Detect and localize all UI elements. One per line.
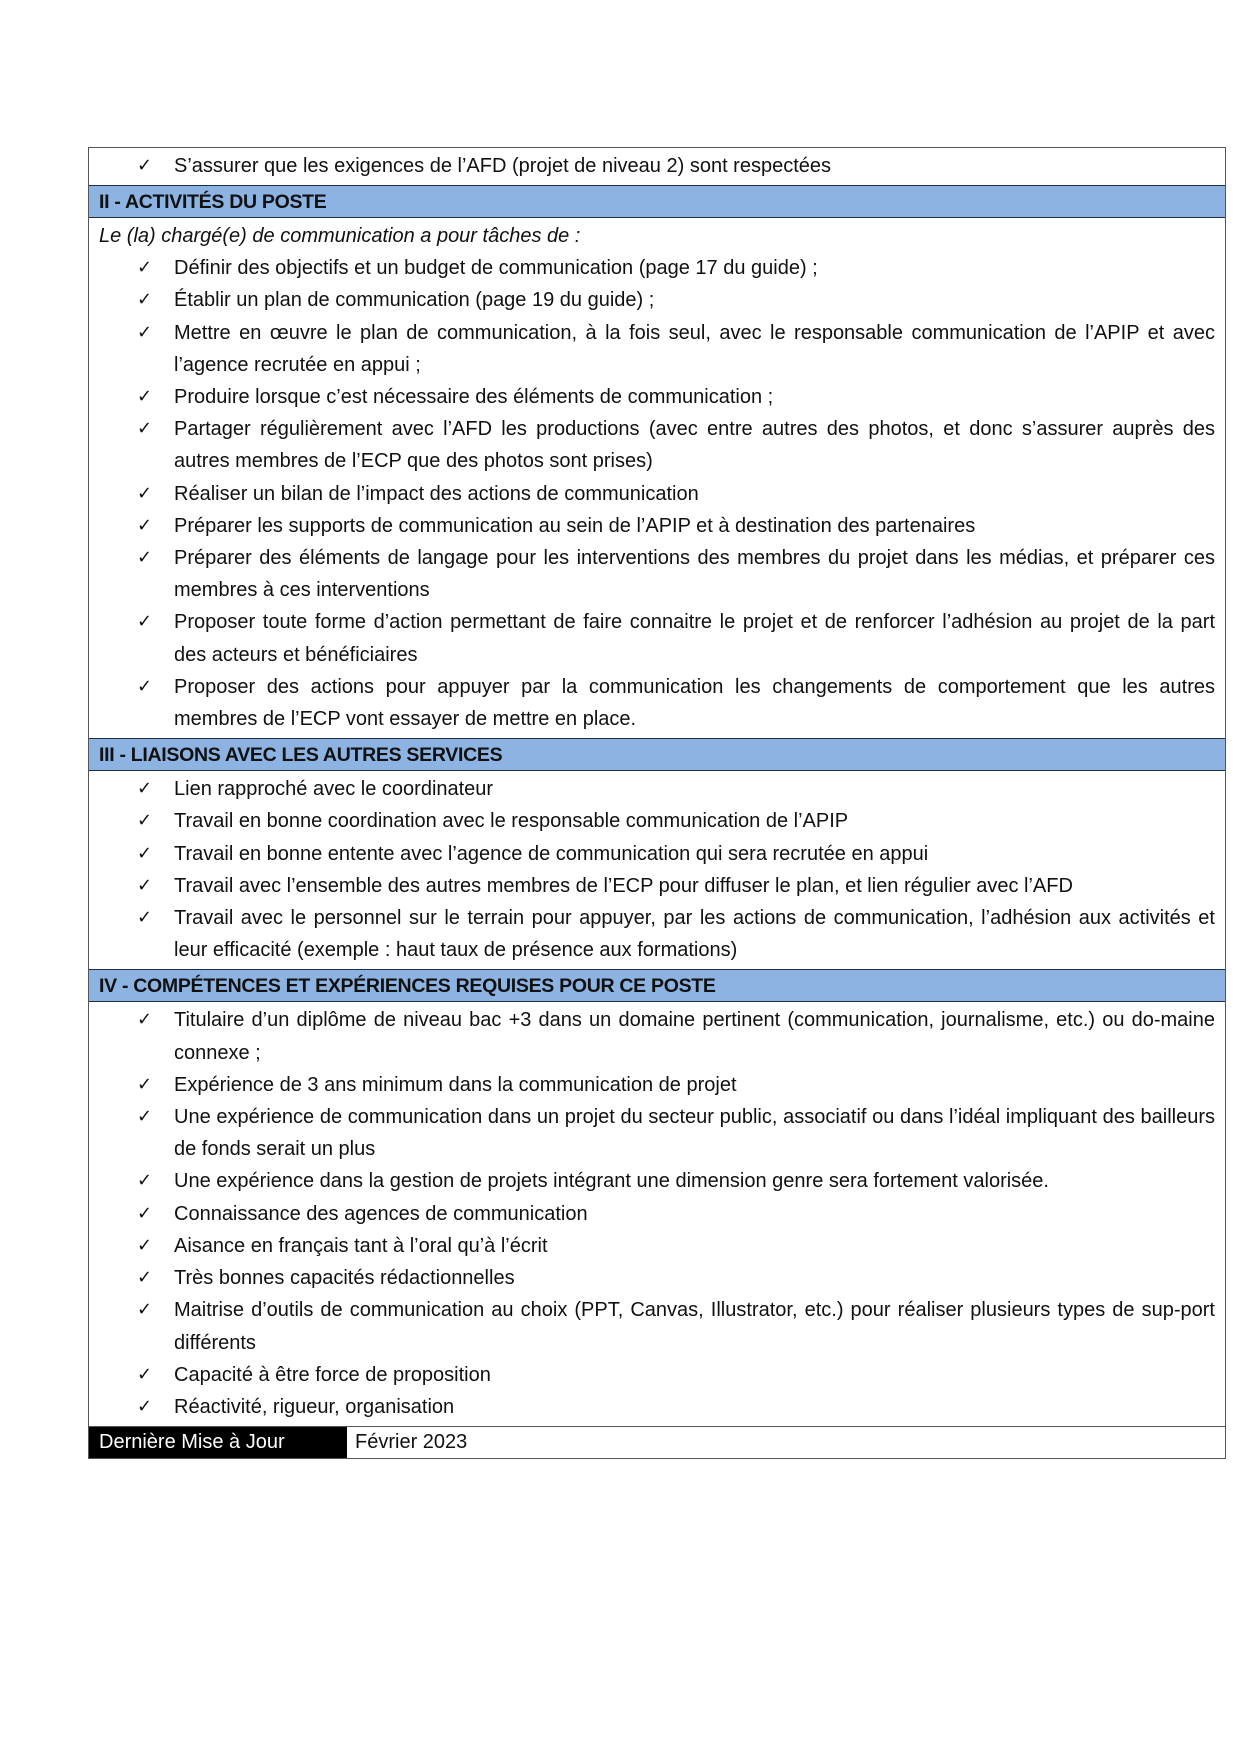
list-item: ✓ Travail en bonne coordination avec le responsable communication de l’APIP bbox=[89, 805, 1225, 837]
checkmark-icon: ✓ bbox=[137, 1234, 153, 1256]
top-items-row bbox=[89, 148, 1225, 185]
checkmark-icon: ✓ bbox=[137, 289, 153, 311]
list-item: ✓ Une expérience de communication dans un projet du secteur public, associatif ou dans l’idéal impliquant des bailleurs de fonds serait un plus bbox=[89, 1101, 1225, 1165]
list-item: ✓ Proposer toute forme d’action permettant de faire connaitre le projet et de renforcer l’adhésion au projet de la part des acteurs et bénéficiaires bbox=[89, 606, 1225, 670]
list-item: ✓ Très bonnes capacités rédactionnelles bbox=[89, 1262, 1225, 1294]
checkmark-icon: ✓ bbox=[137, 1073, 153, 1095]
list-item: ✓ Travail avec le personnel sur le terrain pour appuyer, par les actions de communication, l’adhésion aux activités et leur efficacité (exemple : haut taux de présence aux formations) bbox=[89, 902, 1225, 966]
list-item: ✓ Partager régulièrement avec l’AFD les productions (avec entre autres des photos, et donc s’assurer auprès des autres membres de l’ECP que des photos sont prises) bbox=[89, 413, 1225, 477]
list-item: ✓ Mettre en œuvre le plan de communication, à la fois seul, avec le responsable communication de l’APIP et avec l’agence recrutée en appui ; bbox=[89, 317, 1225, 381]
list-item: ✓ Lien rapproché avec le coordinateur bbox=[89, 773, 1225, 805]
checkmark-icon: ✓ bbox=[137, 1267, 153, 1289]
list-item: ✓ Expérience de 3 ans minimum dans la communication de projet bbox=[89, 1069, 1225, 1101]
section-header-activites: II - ACTIVITÉS DU POSTE bbox=[89, 185, 1225, 218]
last-update-label: Dernière Mise à Jour bbox=[89, 1427, 347, 1458]
last-update-value: Février 2023 bbox=[347, 1427, 1225, 1458]
checkmark-icon: ✓ bbox=[137, 257, 153, 279]
list-item: ✓ Préparer les supports de communication au sein de l’APIP et à destination des partenaires bbox=[89, 510, 1225, 542]
checkmark-icon: ✓ bbox=[137, 611, 153, 633]
list-item: ✓ Produire lorsque c’est nécessaire des éléments de communication ; bbox=[89, 381, 1225, 413]
list-item: ✓ Réactivité, rigueur, organisation bbox=[89, 1391, 1225, 1423]
section-header-liaisons: III - LIAISONS AVEC LES AUTRES SERVICES bbox=[89, 738, 1225, 771]
list-item: ✓ Réaliser un bilan de l’impact des actions de communication bbox=[89, 478, 1225, 510]
checkmark-icon: ✓ bbox=[137, 1363, 153, 1385]
checkmark-icon: ✓ bbox=[137, 321, 153, 343]
checkmark-icon: ✓ bbox=[137, 547, 153, 569]
list-item: ✓ Préparer des éléments de langage pour les interventions des membres du projet dans les médias, et préparer ces membres à ces interventions bbox=[89, 542, 1225, 606]
checkmark-icon: ✓ bbox=[137, 386, 153, 408]
checkmark-icon: ✓ bbox=[137, 842, 153, 864]
list-item: ✓ Connaissance des agences de communication bbox=[89, 1198, 1225, 1230]
checkmark-icon: ✓ bbox=[137, 874, 153, 896]
liaisons-list bbox=[89, 773, 1225, 966]
section-body-liaisons bbox=[89, 771, 1225, 969]
competences-list bbox=[89, 1004, 1225, 1423]
section-header-competences: IV - COMPÉTENCES ET EXPÉRIENCES REQUISES POUR CE POSTE bbox=[89, 969, 1225, 1002]
checkmark-icon: ✓ bbox=[137, 1299, 153, 1321]
top-items-list bbox=[89, 150, 1225, 182]
last-update-row bbox=[89, 1426, 1225, 1458]
checkmark-icon: ✓ bbox=[137, 778, 153, 800]
section-body-activites bbox=[89, 218, 1225, 738]
checkmark-icon: ✓ bbox=[137, 1106, 153, 1128]
list-item: ✓ Maitrise d’outils de communication au choix (PPT, Canvas, Illustrator, etc.) pour réaliser plusieurs types de sup-port différents bbox=[89, 1294, 1225, 1358]
checkmark-icon: ✓ bbox=[137, 907, 153, 929]
list-item: ✓ S’assurer que les exigences de l’AFD (projet de niveau 2) sont respectées bbox=[89, 150, 1225, 182]
job-description-table bbox=[88, 147, 1226, 1459]
list-item: ✓ Une expérience dans la gestion de projets intégrant une dimension genre sera fortement valorisée. bbox=[89, 1165, 1225, 1197]
checkmark-icon: ✓ bbox=[137, 810, 153, 832]
checkmark-icon: ✓ bbox=[137, 1009, 153, 1031]
list-item: ✓ Titulaire d’un diplôme de niveau bac +3 dans un domaine pertinent (communication, journalisme, etc.) ou do-maine connexe ; bbox=[89, 1004, 1225, 1068]
checkmark-icon: ✓ bbox=[137, 514, 153, 536]
checkmark-icon: ✓ bbox=[137, 675, 153, 697]
checkmark-icon: ✓ bbox=[137, 1170, 153, 1192]
activites-list bbox=[89, 252, 1225, 735]
list-item: ✓ Définir des objectifs et un budget de communication (page 17 du guide) ; bbox=[89, 252, 1225, 284]
section-body-competences bbox=[89, 1002, 1225, 1426]
section-intro: Le (la) chargé(e) de communication a pour tâches de : bbox=[99, 225, 581, 248]
list-item: ✓ Travail avec l’ensemble des autres membres de l’ECP pour diffuser le plan, et lien régulier avec l’AFD bbox=[89, 870, 1225, 902]
checkmark-icon: ✓ bbox=[137, 1202, 153, 1224]
checkmark-icon: ✓ bbox=[137, 482, 153, 504]
checkmark-icon: ✓ bbox=[137, 1395, 153, 1417]
list-item: ✓ Aisance en français tant à l’oral qu’à l’écrit bbox=[89, 1230, 1225, 1262]
checkmark-icon: ✓ bbox=[137, 155, 153, 176]
list-item: ✓ Capacité à être force de proposition bbox=[89, 1359, 1225, 1391]
list-item: ✓ Proposer des actions pour appuyer par la communication les changements de comportement que les autres membres de l’ECP vont essayer de mettre en place. bbox=[89, 671, 1225, 735]
checkmark-icon: ✓ bbox=[137, 418, 153, 440]
list-item: ✓ Établir un plan de communication (page 19 du guide) ; bbox=[89, 284, 1225, 316]
list-item: ✓ Travail en bonne entente avec l’agence de communication qui sera recrutée en appui bbox=[89, 838, 1225, 870]
